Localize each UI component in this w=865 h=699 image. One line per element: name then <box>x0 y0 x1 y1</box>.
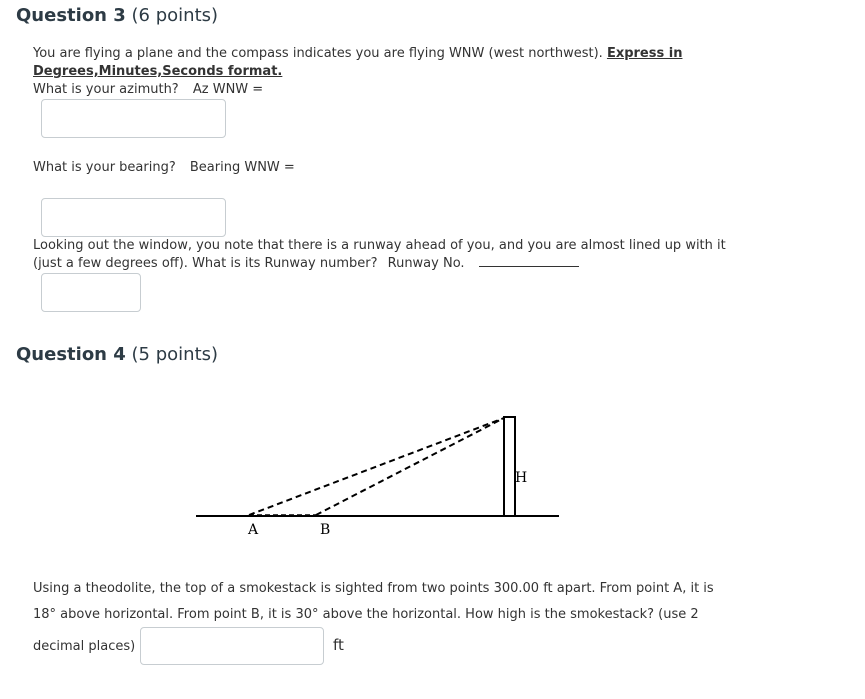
azimuth-label: Az WNW = <box>192 82 264 97</box>
question-3-heading: Question 3 <box>16 5 126 26</box>
q4-prompt-line-3: decimal places) <box>33 639 136 654</box>
q4-prompt-line-1: Using a theodolite, the top of a smokestack is sighted from two points 300.00 ft apart. From point A, it is <box>33 581 714 596</box>
point-b-label: B <box>320 522 331 538</box>
q3-prompt-text: You are flying a plane and the compass indicates you are flying WNW (west northwest). <box>33 46 603 61</box>
smokestack <box>504 417 515 516</box>
runway-question-text: (just a few degrees off). What is its Runway number? <box>33 256 378 271</box>
question-4-points: (5 points) <box>131 344 219 365</box>
height-unit-label: ft <box>333 636 344 654</box>
bearing-question-text: What is your bearing? <box>33 160 176 175</box>
question-4-heading: Question 4 <box>16 344 126 365</box>
runway-label: Runway No. <box>387 256 465 271</box>
question-3-points: (6 points) <box>131 5 219 26</box>
sight-line-a <box>249 418 504 515</box>
height-label: H <box>515 470 528 486</box>
sight-line-b <box>316 418 504 515</box>
q4-prompt-line-2: 18° above horizontal. From point B, it is 30° above the horizontal. How high is the smokestack? (use 2 <box>33 607 699 622</box>
smokestack-height-input[interactable] <box>140 627 324 665</box>
bearing-label: Bearing WNW = <box>189 160 295 175</box>
azimuth-question-text: What is your azimuth? <box>33 82 179 97</box>
q3-instruction-emphasis: Express in <box>606 46 683 61</box>
q3-format-instruction: Degrees,Minutes,Seconds format. <box>33 64 283 79</box>
point-a-label: A <box>248 522 259 538</box>
runway-question-line-1: Looking out the window, you note that there is a runway ahead of you, and you are almost lined up with it <box>33 238 726 253</box>
